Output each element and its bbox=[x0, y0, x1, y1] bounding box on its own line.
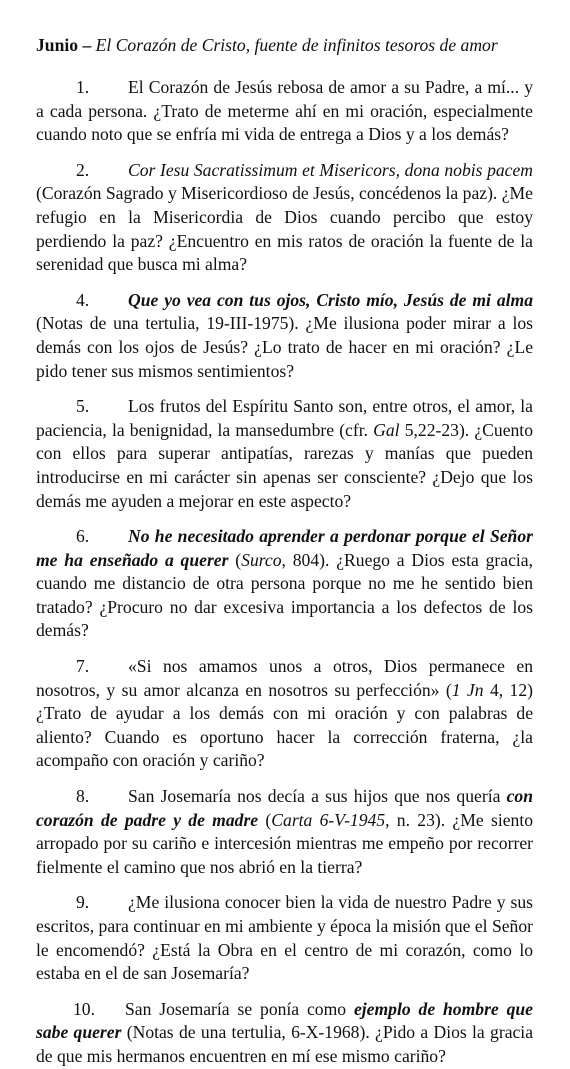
point-8 bbox=[36, 785, 533, 879]
point-text: Los frutos del Espíritu Santo son, entre otros, el amor, la paciencia, la benignidad, la mansedumbre (cfr. bbox=[36, 396, 533, 440]
point-number: 10. bbox=[73, 998, 95, 1019]
point-number: 1. bbox=[76, 77, 90, 97]
document-heading bbox=[36, 34, 533, 56]
citation-title: 1 Jn bbox=[451, 679, 484, 700]
point-text: San Josemaría se ponía como bbox=[125, 998, 354, 1019]
heading-month: Junio bbox=[36, 35, 79, 55]
point-1 bbox=[36, 76, 533, 147]
heading-theme: El Corazón de Cristo, fuente de infinitos tesoros de amor bbox=[95, 35, 498, 55]
point-number: 9. bbox=[76, 892, 90, 913]
emphasized-quote: No he necesitado aprender a perdonar porque el Señor me ha enseñado a querer bbox=[36, 526, 533, 570]
point-9 bbox=[36, 891, 533, 985]
point-text-cont: 4, 12) ¿Trato de ayudar a los demás con mi oración y con palabras de aliento? Cuando es oportuno hacer la corrección fraterna, ¿la acompaño con oración y cariño? bbox=[36, 679, 533, 771]
point-number: 7. bbox=[76, 656, 90, 677]
citation-title: Carta 6-V-1945 bbox=[271, 809, 386, 830]
citation-title: Gal bbox=[373, 419, 400, 440]
point-number: 6. bbox=[76, 526, 90, 547]
point-text: El Corazón de Jesús rebosa de amor a su Padre, a mí... y a cada persona. ¿Trato de meterme ahí en mi oración, especialmente cuando noto que se enfría mi vida de entrega a Dios y a los demás? bbox=[36, 77, 533, 145]
emphasized-quote: Que yo vea con tus ojos, Cristo mío, Jesús de mi alma bbox=[128, 289, 533, 310]
point-text: San Josemaría nos decía a sus hijos que nos quería bbox=[128, 786, 507, 807]
emphasized-quote: ejemplo de hombre que sabe querer bbox=[36, 998, 533, 1043]
point-text-end: , n. 23). ¿Me siento arropado por su cariño e intercesión mientras me empeño por recorrer fielmente el camino que nos abrió en la tierra? bbox=[36, 809, 534, 877]
latin-quote: Cor Iesu Sacratissimum et Misericors, dona nobis pacem bbox=[128, 159, 533, 180]
point-10 bbox=[36, 998, 533, 1069]
point-text-cont: , 804). ¿Ruego a Dios esta gracia, cuando me distancio de otra persona porque no me he sentido bien tratado? ¿Procuro no dar excesiva importancia a los defectos de los demás? bbox=[36, 549, 533, 641]
point-number: 5. bbox=[76, 396, 90, 417]
emphasized-quote: con corazón de padre y de madre bbox=[36, 786, 533, 830]
point-text-cont: 5,22-23). ¿Cuento con ellos para superar antipatías, rarezas y manías que pueden introducirse en mi carácter sin apenas ser consciente? ¿Dejo que los demás me ayuden a mejorar en este aspecto? bbox=[36, 419, 533, 511]
point-2 bbox=[36, 159, 533, 277]
point-text: ( bbox=[228, 549, 242, 570]
citation-title: Surco bbox=[241, 549, 282, 570]
point-text-cont: (Notas de una tertulia, 6-X-1968). ¿Pido a Dios la gracia de que mis hermanos encuentren en mí ese mismo cariño? bbox=[36, 1022, 534, 1066]
point-4 bbox=[36, 289, 533, 383]
point-text: (Notas de una tertulia, 19-III-1975). ¿Me ilusiona poder mirar a los demás con los ojos de Jesús? ¿Lo trato de hacer en mi oración? ¿Le pido tener sus mismos sentimientos? bbox=[36, 313, 533, 381]
heading-dash: – bbox=[78, 35, 96, 55]
point-6 bbox=[36, 525, 533, 643]
point-text: «Si nos amamos unos a otros, Dios permanece en nosotros, y su amor alcanza en nosotros su perfección» ( bbox=[36, 656, 533, 700]
point-text: ¿Me ilusiona conocer bien la vida de nuestro Padre y sus escritos, para continuar en mi ambiente y época la misión que el Señor le encomendó? ¿Está la Obra en el centro de mi corazón, como lo estaba en el de san Josemaría? bbox=[36, 892, 533, 984]
point-number: 2. bbox=[76, 159, 90, 180]
point-text: (Corazón Sagrado y Misericordioso de Jesús, concédenos la paz). ¿Me refugio en la Misericordia de Dios cuando percibo que estoy perdiendo la paz? ¿Encuentro en mis ratos de oración la fuente de la serenidad que busca mi alma? bbox=[36, 183, 533, 275]
point-text-cont: ( bbox=[258, 809, 272, 830]
point-7 bbox=[36, 655, 533, 773]
point-5 bbox=[36, 395, 533, 513]
point-number: 4. bbox=[76, 289, 90, 310]
point-number: 8. bbox=[76, 786, 90, 807]
